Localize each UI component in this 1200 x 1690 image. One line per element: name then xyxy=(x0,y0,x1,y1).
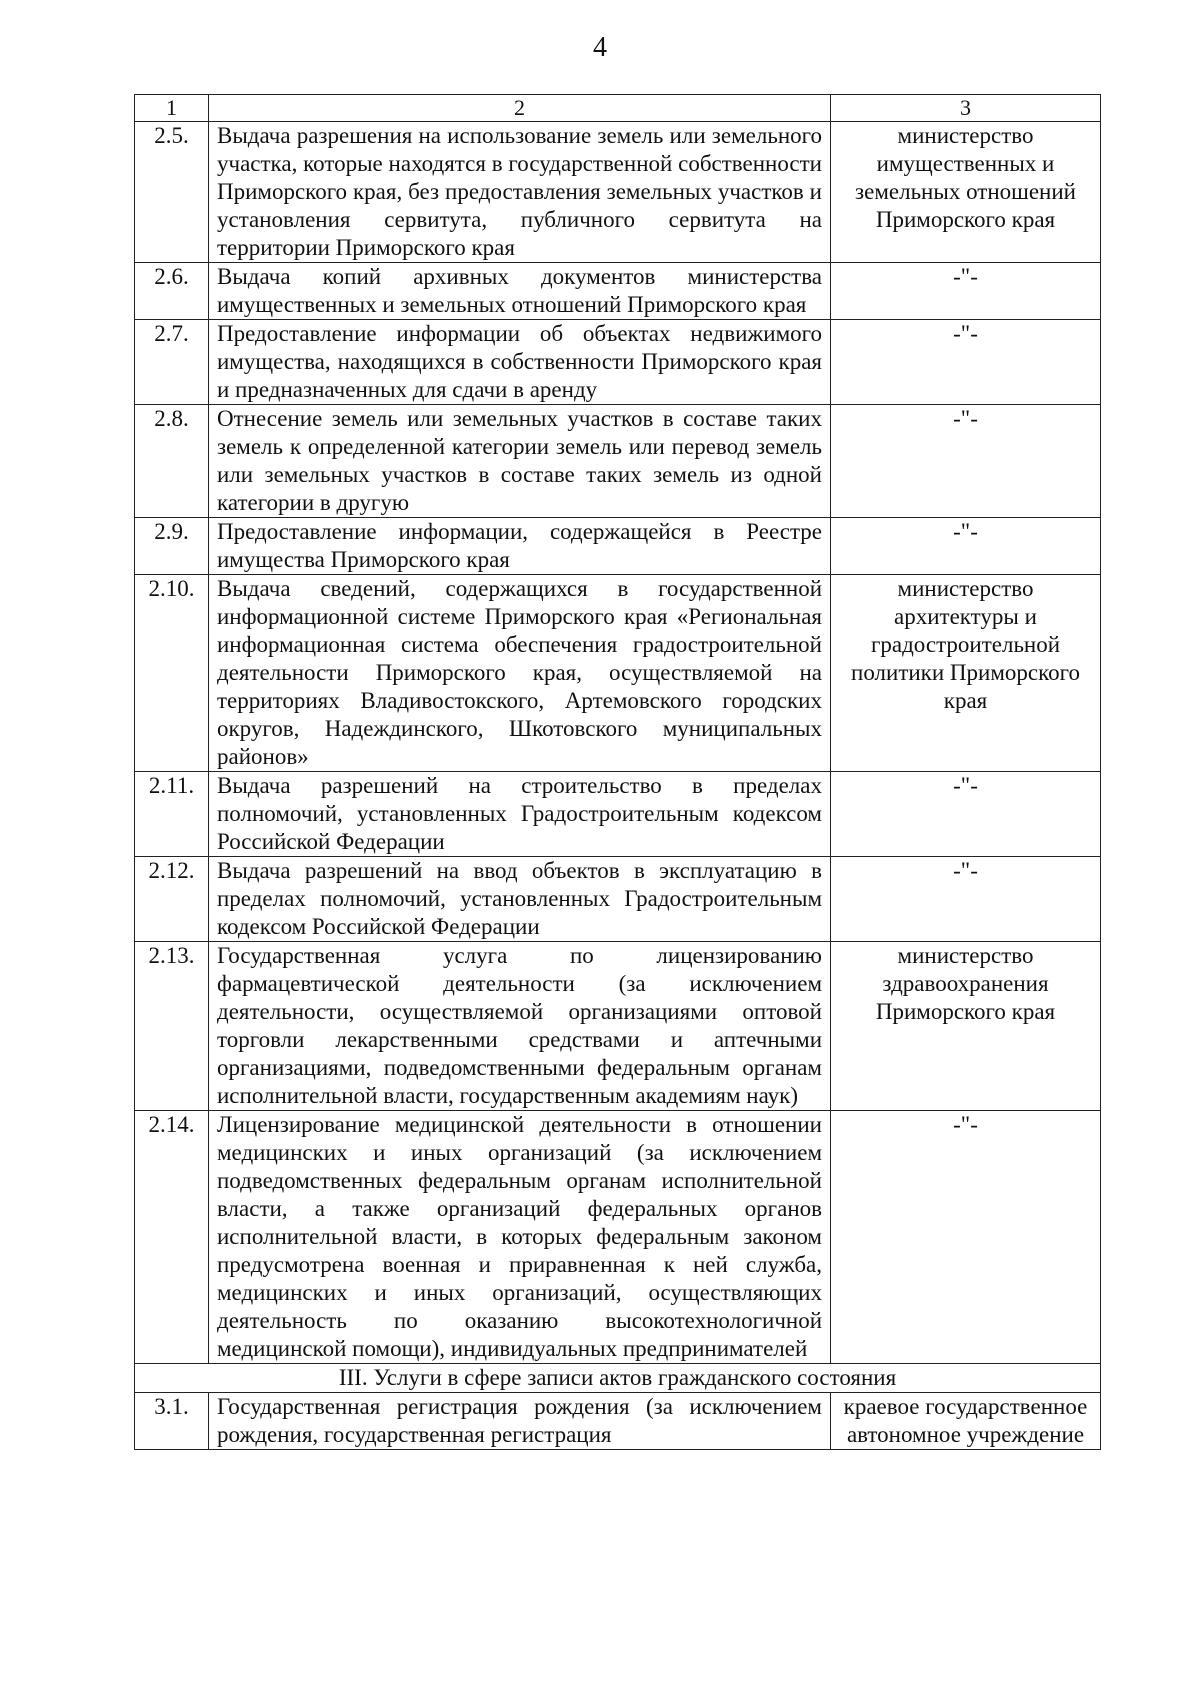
service-description: Выдача разрешений на ввод объектов в эксплуатацию в пределах полномочий, установленных Градостроительным кодексом Российской Федерации xyxy=(209,857,831,942)
service-description: Государственная регистрация рождения (за исключением рождения, государственная регистрация xyxy=(209,1393,831,1450)
table-row xyxy=(135,320,1101,405)
row-number: 2.6. xyxy=(135,263,209,320)
service-description: Государственная услуга по лицензированию фармацевтической деятельности (за исключением деятельности, осуществляемой организациями оптовой торговли лекарственными средствами и аптечными организациями, подведомственными федеральным органам исполнительной власти, государственным академиям наук) xyxy=(209,942,831,1111)
table-row xyxy=(135,772,1101,857)
service-description: Выдача копий архивных документов министерства имущественных и земельных отношений Приморского края xyxy=(209,263,831,320)
responsible-authority: -"- xyxy=(831,263,1101,320)
service-description: Предоставление информации об объектах недвижимого имущества, находящихся в собственности Приморского края и предназначенных для сдачи в аренду xyxy=(209,320,831,405)
column-header-3: 3 xyxy=(831,95,1101,122)
page-number: 4 xyxy=(593,32,607,63)
service-description: Предоставление информации, содержащейся в Реестре имущества Приморского края xyxy=(209,518,831,575)
row-number: 2.14. xyxy=(135,1111,209,1364)
responsible-authority: министерство здравоохранения Приморского края xyxy=(831,942,1101,1111)
table-row xyxy=(135,122,1101,263)
responsible-authority: министерство архитектуры и градостроительной политики Приморского края xyxy=(831,575,1101,772)
service-description: Выдача разрешений на строительство в пределах полномочий, установленных Градостроительным кодексом Российской Федерации xyxy=(209,772,831,857)
service-description: Лицензирование медицинской деятельности в отношении медицинских и иных организаций (за исключением подведомственных федеральным органам исполнительной власти, а также организаций федеральных органов исполнительной власти, в которых федеральным законом предусмотрена военная и приравненная к ней служба, медицинских и иных организаций, осуществляющих деятельность по оказанию высокотехнологичной медицинской помощи), индивидуальных предпринимателей xyxy=(209,1111,831,1364)
table-row xyxy=(135,405,1101,518)
service-description: Отнесение земель или земельных участков в составе таких земель к определенной категории земель или перевод земель или земельных участков в составе таких земель из одной категории в другую xyxy=(209,405,831,518)
table-row xyxy=(135,263,1101,320)
row-number: 3.1. xyxy=(135,1393,209,1450)
table-row xyxy=(135,857,1101,942)
section-header-row xyxy=(135,1364,1101,1393)
responsible-authority: краевое государственное автономное учреждение xyxy=(831,1393,1101,1450)
row-number: 2.8. xyxy=(135,405,209,518)
table-row xyxy=(135,575,1101,772)
responsible-authority: -"- xyxy=(831,320,1101,405)
responsible-authority: -"- xyxy=(831,1111,1101,1364)
table-row xyxy=(135,518,1101,575)
row-number: 2.13. xyxy=(135,942,209,1111)
service-description: Выдача разрешения на использование земель или земельного участка, которые находятся в государственной собственности Приморского края, без предоставления земельных участков и установления сервитута, публичного сервитута на территории Приморского края xyxy=(209,122,831,263)
row-number: 2.9. xyxy=(135,518,209,575)
row-number: 2.12. xyxy=(135,857,209,942)
responsible-authority: -"- xyxy=(831,772,1101,857)
table-row xyxy=(135,1111,1101,1364)
service-description: Выдача сведений, содержащихся в государственной информационной системе Приморского края «Региональная информационная система обеспечения градостроительной деятельности Приморского края, осуществляемой на территориях Владивостокского, Артемовского городских округов, Надеждинского, Шкотовского муниципальных районов» xyxy=(209,575,831,772)
responsible-authority: -"- xyxy=(831,518,1101,575)
section-title: III. Услуги в сфере записи актов гражданского состояния xyxy=(135,1364,1101,1393)
services-table xyxy=(134,94,1101,1450)
row-number: 2.5. xyxy=(135,122,209,263)
row-number: 2.7. xyxy=(135,320,209,405)
responsible-authority: -"- xyxy=(831,405,1101,518)
table-row xyxy=(135,1393,1101,1450)
column-header-1: 1 xyxy=(135,95,209,122)
responsible-authority: -"- xyxy=(831,857,1101,942)
column-header-2: 2 xyxy=(209,95,831,122)
table-row xyxy=(135,942,1101,1111)
row-number: 2.11. xyxy=(135,772,209,857)
row-number: 2.10. xyxy=(135,575,209,772)
table-header-row xyxy=(135,95,1101,122)
responsible-authority: министерство имущественных и земельных отношений Приморского края xyxy=(831,122,1101,263)
